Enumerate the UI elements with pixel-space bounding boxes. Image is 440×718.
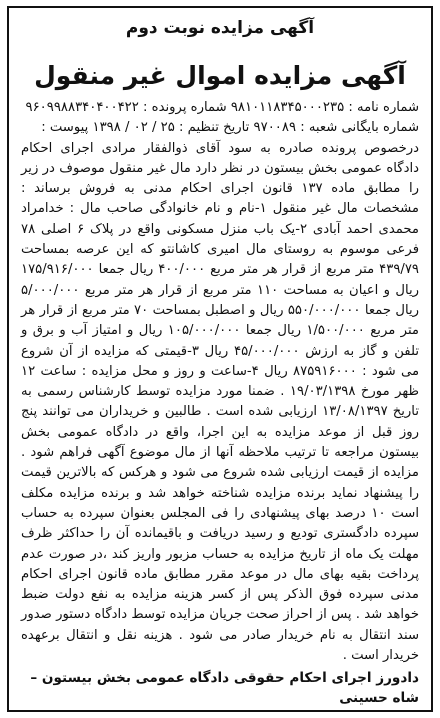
main-title: آگهی مزایده اموال غیر منقول: [34, 61, 406, 90]
notice-body-text: درخصوص پرونده صادره به سود آقای ذوالفقار مرادی اجرای احکام دادگاه عمومی بخش بیستون در نظر دارد مال غیر منقول موصوف در زیر را مطابق ماده ۱۳۷ قانون اجرای احکام مدنی به فروش برساند : مشخصات مال غیر منقول ۱-نام و نام خانوادگی صاحب مال : خدامراد محمدی احمد آبادی ۲-یک باب منزل مسکونی واقع در پلاک ۶ اصلی ۷۸ فرعی موسوم به روستای مال امیری کاشانتو که این عرصه بمساحت ۴۳۹/۷۹ متر مربع از قرار هر متر مربع ۴۰۰/۰۰۰ ریال جمعا ۱۷۵/۹۱۶/۰۰۰ ریال و اعیان به مساحت ۱۱۰ متر مربع از قرار هر متر مربع ۵/۰۰۰/۰۰۰ ریال جمعا ۵۵۰/۰۰۰/۰۰۰ ریال و اصطبل بمساحت ۷۰ متر مربع از قرار هر متر مربع ۱/۵۰۰/۰۰۰ ریال جمعا ۱۰۵/۰۰۰/۰۰۰ ریال و امتیاز آب و برق و تلفن و گاز به ارزش ۴۵/۰۰۰/۰۰۰ ریال ۳-قیمتی که مزایده از آن شروع می شود : ۸۷۵۹۱۶۰۰۰ ریال ۴-ساعت و روز و محل مزایده : ساعت ۱۲ ظهر مورخ ۱۹/۰۳/۱۳۹۸ . ضمنا مورد مزایده توسط کارشناس رسمی به تاریخ ۱۳/۰۸/۱۳۹۷ ارزیابی شده است . طالبین و خریداران می توانند پنج روز قبل از موعد مزایده به این اجرا، واقع در دادگاه عمومی بخش بیستون مراجعه تا ترتیب ملاحظه آنها از مال موضوع آگهی فراهم شود . مزایده از قیمت ارزیابی شده شروع می شود و هرکس که بالاترین قیمت را پیشنهاد نماید برنده مزایده شناخته خواهد شد و برنده مزایده مکلف است ۱۰ درصد بهای پیشنهادی را فی المجلس بعنوان سپرده به حساب سپرده دادگستری تودیع و رسید دریافت و باقیمانده آن را حداکثر ظرف مهلت یک ماه از تاریخ مزایده به حساب مزبور واریز کند ،در صورت عدم پرداخت بقیه بهای مال در موعد مقرر مطابق ماده قانون اجرای احکام مدنی سپرده فوق الذکر پس از کسر هزینه مزایده به نفع دولت ضبط خواهد شد . پس از احراز صحت جریان مزایده توسط دادگاه دستور صدور سند انتقال به نام خریدار صادر می شود . هزینه نقل و انتقال برعهده خریدار است .: [21, 140, 420, 664]
notice-frame: [7, 6, 433, 712]
meta-line-letter-number: شماره نامه : ۹۸۱۰۱۱۸۳۴۵۰۰۰۲۳۵ شماره پرونده : ۹۶۰۹۹۸۸۳۴۰۴۰۰۴۲۲: [25, 100, 419, 115]
meta-line-archive-number: شماره بایگانی شعبه : ۹۷۰۰۸۹ تاریخ تنظیم : ۲۵ / ۰۲ / ۱۳۹۸ پیوست :: [41, 120, 419, 136]
notice-body: [21, 98, 419, 666]
round-title: آگهی مزایده نوبت دوم: [125, 18, 315, 38]
signature: دادورز اجرای احکام حقوقی دادگاه عمومی بخش بیستون – شاه حسینی: [30, 670, 419, 707]
